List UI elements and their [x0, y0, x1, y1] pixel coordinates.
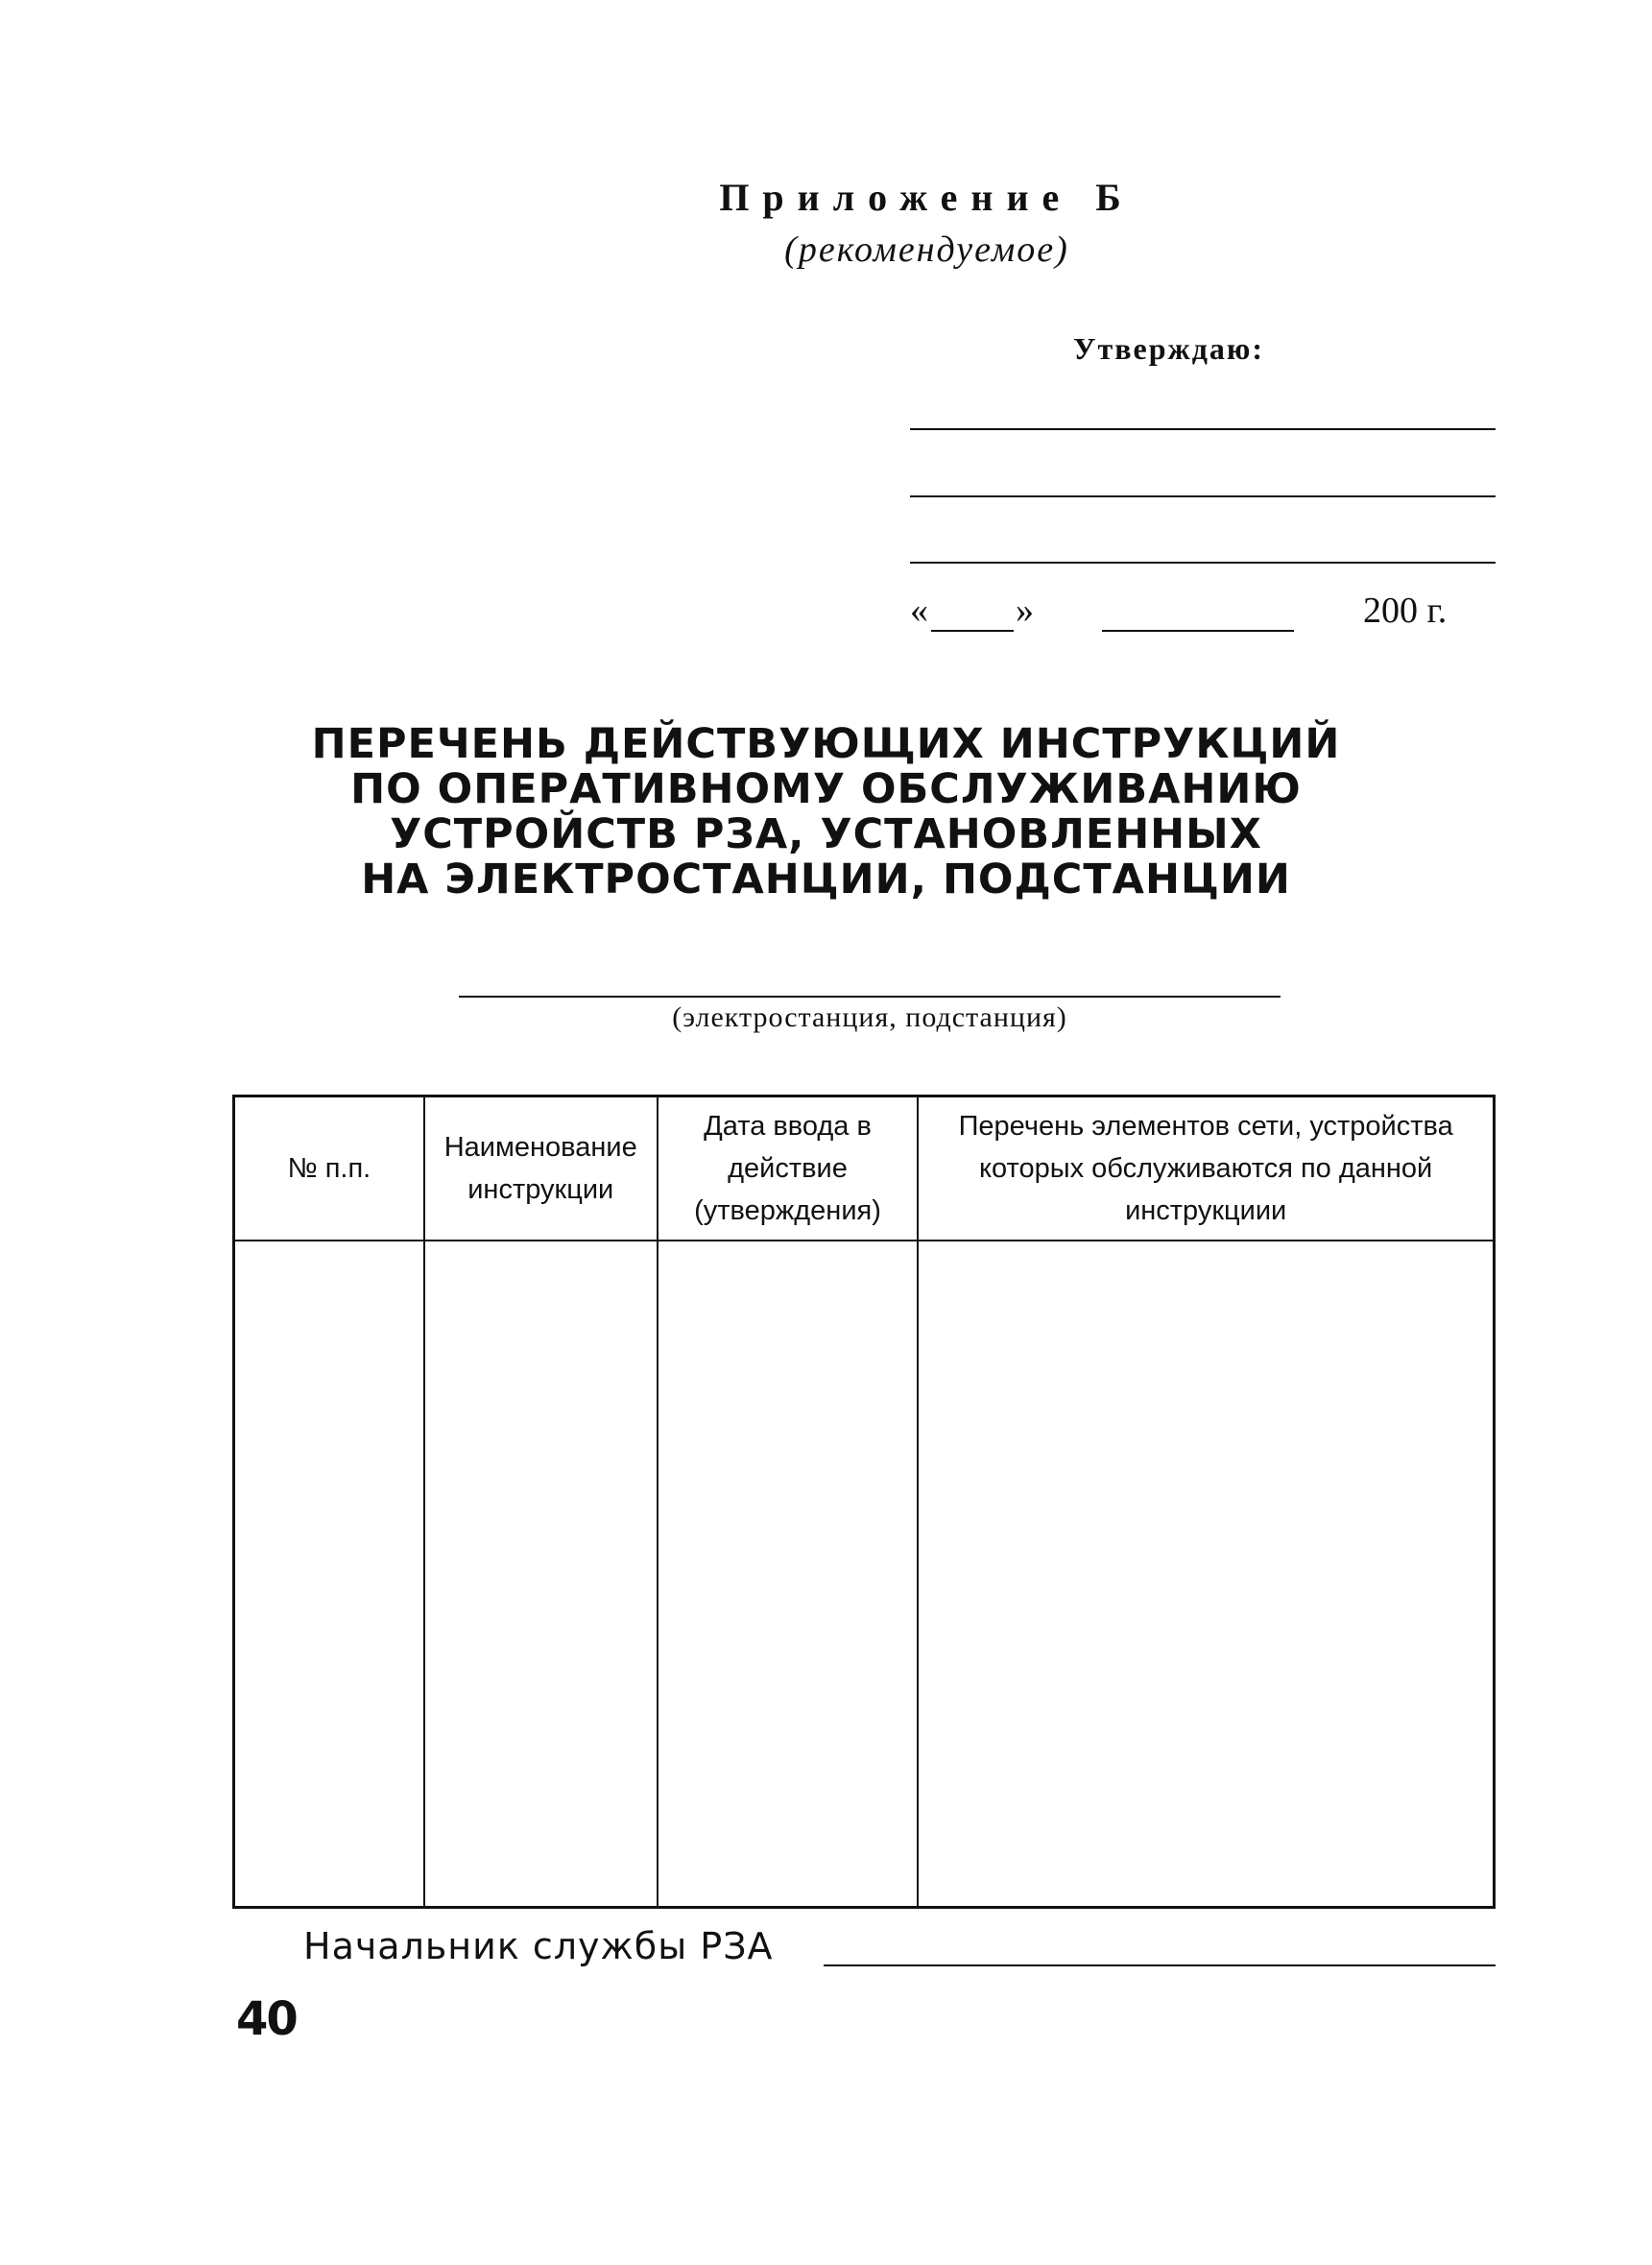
date-day-blank	[931, 630, 1014, 632]
station-caption: (электростанция, подстанция)	[672, 1001, 1067, 1033]
approval-signature-line-3	[910, 562, 1496, 564]
document-heading	[0, 722, 1652, 903]
table-cell	[234, 1241, 424, 1908]
date-close-quote: »	[1016, 590, 1034, 631]
page-number: 40	[236, 1992, 297, 2046]
table-cell	[424, 1241, 658, 1908]
date-year: 200 г.	[1363, 590, 1448, 631]
approval-signature-line-1	[910, 428, 1496, 430]
heading-line: ПЕРЕЧЕНЬ ДЕЙСТВУЮЩИХ ИНСТРУКЦИЙ	[311, 720, 1341, 768]
appendix-title: Приложение Б	[719, 176, 1135, 219]
approval-signature-line-2	[910, 495, 1496, 497]
header-network-elements: Перечень элементов сети, устройства которых обслуживаются по данной инструкциии	[918, 1096, 1494, 1241]
table-header-row	[234, 1096, 1495, 1241]
table-cell	[918, 1241, 1494, 1908]
approval-label: Утверждаю:	[1073, 331, 1264, 366]
station-name-line	[459, 996, 1281, 998]
heading-line: УСТРОЙСТВ РЗА, УСТАНОВЛЕННЫХ	[390, 810, 1262, 858]
table-row	[234, 1241, 1495, 1908]
chief-signature-line	[824, 1964, 1496, 1966]
heading-line: ПО ОПЕРАТИВНОМУ ОБСЛУЖИВАНИЮ	[350, 765, 1302, 813]
header-instruction-name: Наименование инструкции	[424, 1096, 658, 1241]
date-open-quote: «	[910, 590, 928, 631]
header-number: № п.п.	[234, 1096, 424, 1241]
table-cell	[658, 1241, 919, 1908]
instructions-table	[232, 1095, 1496, 1909]
appendix-subtitle: (рекомендуемое)	[784, 229, 1069, 270]
approval-date-row	[910, 588, 1497, 636]
date-month-blank	[1102, 630, 1294, 632]
heading-line: НА ЭЛЕКТРОСТАНЦИИ, ПОДСТАНЦИИ	[361, 855, 1291, 904]
header-effective-date: Дата ввода в действие (утверждения)	[658, 1096, 919, 1241]
chief-label: Начальник службы РЗА	[303, 1925, 774, 1967]
